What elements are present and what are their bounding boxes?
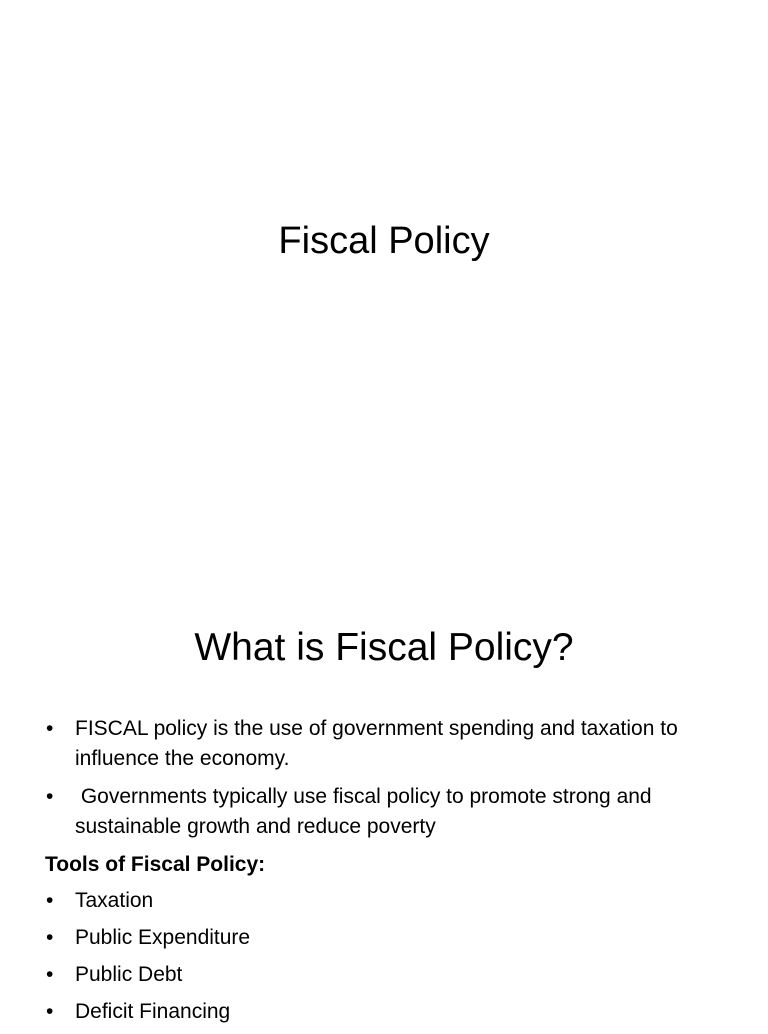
slide-body xyxy=(46,714,736,1034)
bullet-icon: • xyxy=(46,1000,54,1023)
list-item xyxy=(46,714,736,774)
bullet-icon: • xyxy=(46,717,54,740)
purpose-text: Governments typically use fiscal policy to promote strong and sustainable growth and reduce poverty xyxy=(75,785,658,838)
definition-text: FISCAL policy is the use of government spending and taxation to influence the economy. xyxy=(75,717,678,770)
tools-heading: Tools of Fiscal Policy: xyxy=(45,853,266,876)
content-slide-heading: What is Fiscal Policy? xyxy=(194,626,574,669)
tool-label: Deficit Financing xyxy=(75,1000,231,1023)
list-item xyxy=(46,997,736,1027)
tool-label: Taxation xyxy=(75,889,154,912)
list-item xyxy=(46,782,736,842)
bullet-icon: • xyxy=(46,889,54,912)
list-item xyxy=(46,960,736,990)
definition-list xyxy=(46,714,736,842)
tool-label: Public Debt xyxy=(75,963,183,986)
tool-label: Public Expenditure xyxy=(75,926,251,949)
title-slide-heading: Fiscal Policy xyxy=(278,220,490,262)
tools-list xyxy=(46,886,736,1027)
bullet-icon: • xyxy=(46,785,54,808)
bullet-icon: • xyxy=(46,963,54,986)
list-item xyxy=(46,923,736,953)
bullet-icon: • xyxy=(46,926,54,949)
list-item xyxy=(46,886,736,916)
content-slide xyxy=(0,576,768,1024)
